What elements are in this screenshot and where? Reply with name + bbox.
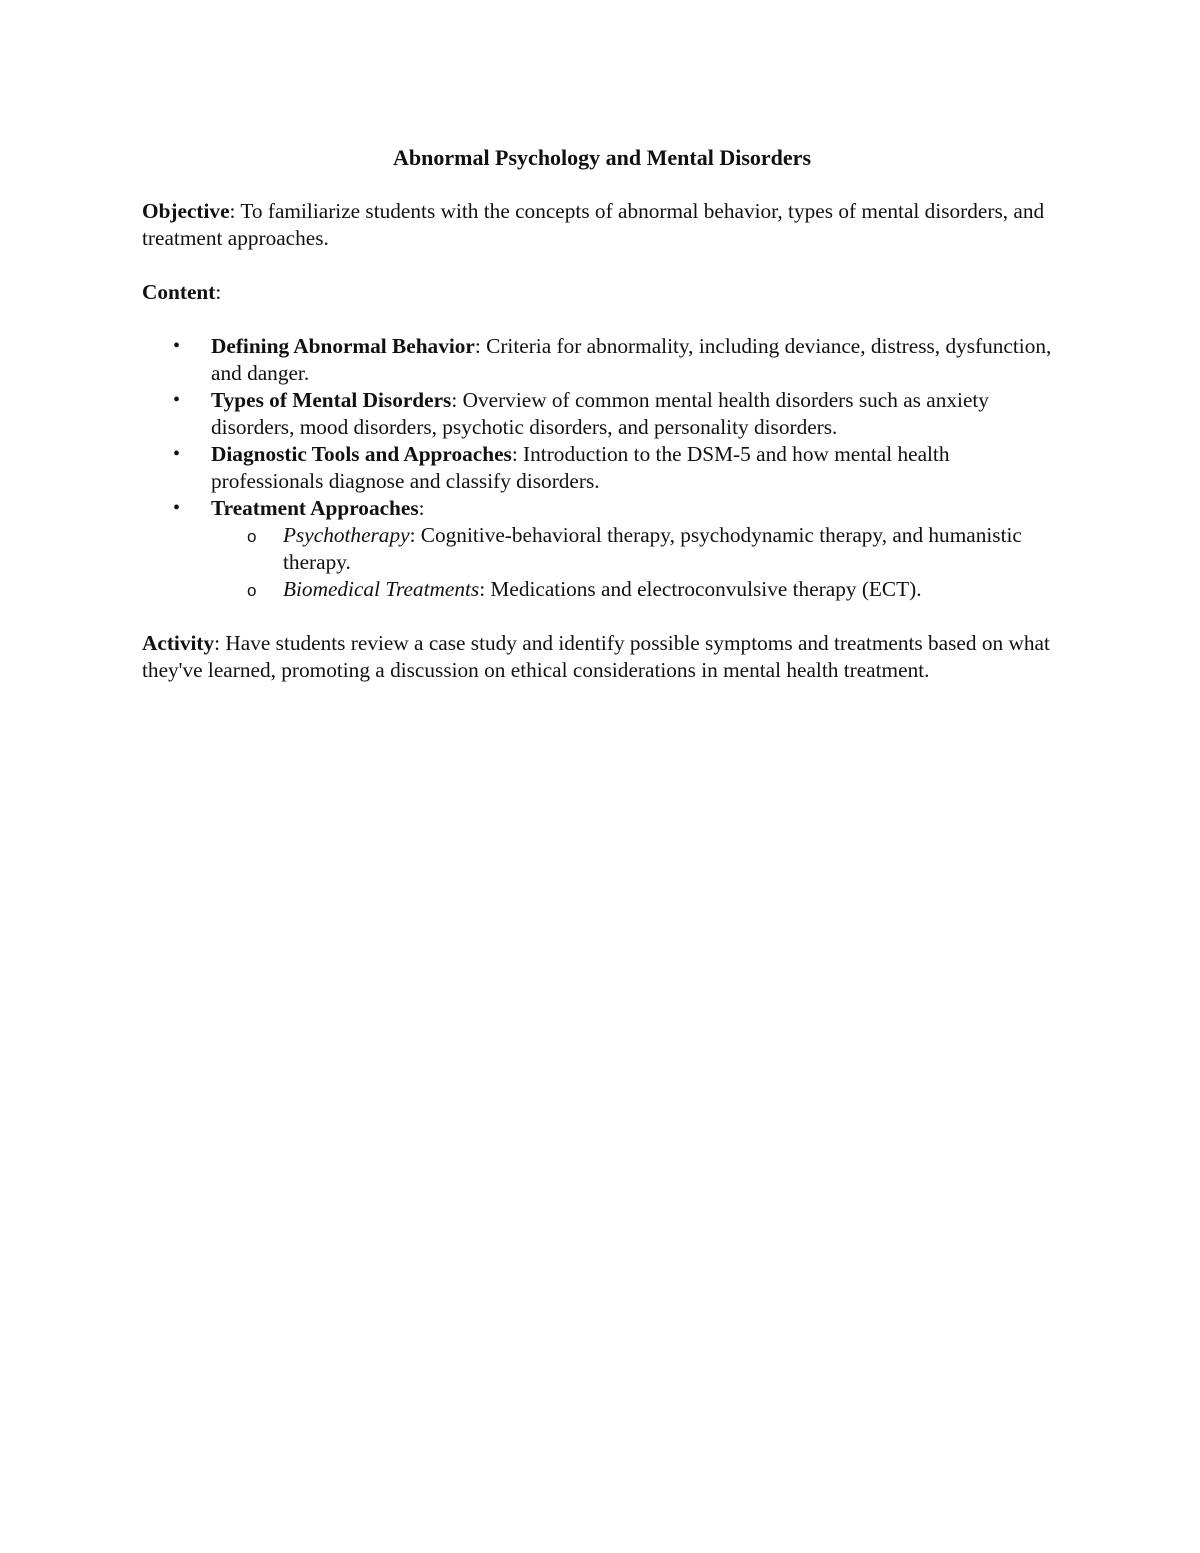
content-suffix: : [215, 280, 222, 304]
sub-list-item-text: : Medications and electroconvulsive therapy (ECT). [479, 577, 922, 601]
list-item-text: : Criteria for abnormality, including deviance, distress, dysfunction, and danger. [211, 334, 1052, 385]
sub-list-item-text: : Cognitive-behavioral therapy, psychodynamic therapy, and humanistic therapy. [283, 523, 1022, 574]
sub-list-item [142, 522, 1062, 576]
activity-text: : Have students review a case study and identify possible symptoms and treatments based on what they've learned, promoting a discussion on ethical considerations in mental health treatment. [142, 631, 1050, 682]
objective-text: : To familiarize students with the concepts of abnormal behavior, types of mental disorders, and treatment approaches. [142, 199, 1045, 250]
sub-list-item-label: Psychotherapy [283, 523, 410, 547]
content-label: Content [142, 280, 216, 304]
sub-list-item-content [283, 576, 1062, 603]
list-item-text: : [418, 496, 425, 520]
content-list [142, 333, 1062, 603]
bullet-icon: • [173, 443, 181, 465]
bullet-icon: • [173, 389, 181, 411]
sub-list-item [142, 576, 1062, 603]
list-item-label: Types of Mental Disorders [211, 388, 452, 412]
list-item-label: Defining Abnormal Behavior [211, 334, 475, 358]
circle-bullet-icon: o [247, 527, 257, 546]
document-body [142, 144, 1062, 711]
objective-label: Objective [142, 199, 230, 223]
bullet-icon: • [173, 497, 181, 519]
list-item [142, 441, 1062, 495]
list-item [142, 333, 1062, 387]
sub-list [211, 522, 1062, 603]
list-item [142, 387, 1062, 441]
objective-paragraph [142, 198, 1062, 252]
list-item-label: Diagnostic Tools and Approaches [211, 442, 512, 466]
list-item [142, 495, 1062, 603]
bullet-icon: • [173, 335, 181, 357]
activity-label: Activity [142, 631, 215, 655]
sub-list-item-content [283, 522, 1062, 576]
content-heading [142, 279, 1062, 306]
list-item-text: : Overview of common mental health disorders such as anxiety disorders, mood disorders, psychotic disorders, and personality disorders. [211, 388, 989, 439]
list-item-label: Treatment Approaches [211, 496, 419, 520]
circle-bullet-icon: o [247, 581, 257, 600]
activity-paragraph [142, 630, 1062, 684]
sub-list-item-label: Biomedical Treatments [283, 577, 480, 601]
list-item-text: : Introduction to the DSM-5 and how mental health professionals diagnose and classify disorders. [211, 442, 950, 493]
document-title: Abnormal Psychology and Mental Disorders [393, 145, 811, 170]
